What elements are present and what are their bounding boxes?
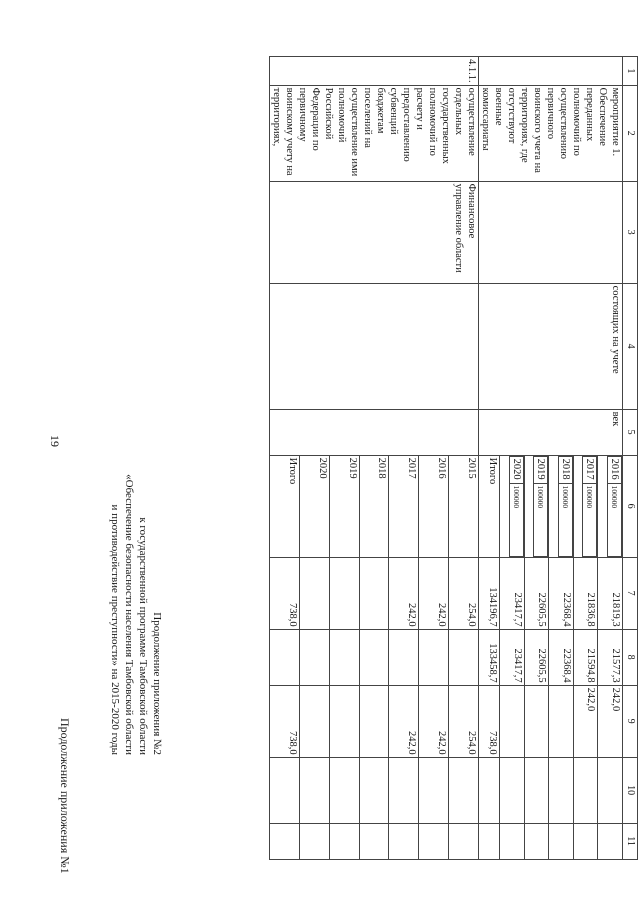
value: 23417,7 xyxy=(500,557,525,629)
row-a-col3 xyxy=(479,181,623,283)
value xyxy=(549,685,574,757)
col-num: 2 xyxy=(623,85,638,181)
continuation-note: Продолжение приложения №1 xyxy=(58,718,72,874)
row-b-executor: Финансовое управление области xyxy=(270,181,479,283)
value: 22368,4 xyxy=(549,557,574,629)
table-row xyxy=(449,57,479,860)
col-num: 5 xyxy=(623,409,638,455)
value xyxy=(525,685,550,757)
code: 100000 xyxy=(583,483,597,556)
total-value: 134196,7 xyxy=(479,557,501,629)
row-b-num: 4.1.1. xyxy=(270,57,479,86)
code: 100000 xyxy=(559,483,573,556)
value xyxy=(359,557,389,629)
col-num: 4 xyxy=(623,283,638,409)
total-value: 133458,7 xyxy=(479,629,501,685)
value: 242,0 xyxy=(574,685,599,757)
header-line-3: «Обеспечение безопасности населения Тамбовской области xyxy=(123,474,135,755)
total-label: Итого xyxy=(479,455,501,557)
page-number: 19 xyxy=(48,435,62,447)
row-a-col4: состоящих на учете xyxy=(479,283,623,409)
col-num: 8 xyxy=(623,629,638,685)
col-num: 9 xyxy=(623,685,638,757)
value xyxy=(329,557,359,629)
year: 2016 xyxy=(419,455,449,557)
year: 2017 xyxy=(389,455,419,557)
total-value: 738,0 xyxy=(270,557,300,629)
value: 254,0 xyxy=(449,685,479,757)
year: 2020 xyxy=(299,455,329,557)
col-num: 7 xyxy=(623,557,638,629)
value: 242,0 xyxy=(598,685,623,757)
row-a-col5: век xyxy=(479,409,623,455)
row-a-name: мероприятие 1. Обеспечение переданных полномочий по осуществлению первичного воинского учета на территориях, где отсутствуют военные комиссариаты xyxy=(479,85,623,181)
value xyxy=(359,685,389,757)
column-number-row xyxy=(623,57,638,860)
value xyxy=(329,685,359,757)
program-table xyxy=(269,56,638,860)
header-line-2: к государственной программе Тамбовской области xyxy=(137,517,149,755)
value: 242,0 xyxy=(389,557,419,629)
value xyxy=(299,557,329,629)
year: 2015 xyxy=(449,455,479,557)
total-value: 738,0 xyxy=(479,685,501,757)
year: 2017 xyxy=(583,456,597,483)
year: 2020 xyxy=(510,456,524,483)
code: 100000 xyxy=(510,483,524,556)
code: 100000 xyxy=(534,483,548,556)
header-line-1: Продолжение приложения №2 xyxy=(151,612,163,755)
code: 100000 xyxy=(608,483,622,556)
row-b-name: осуществление отдельных государственных полномочий по расчету и предоставлению субвенций бюджетам поселений на осуществление ими полномочий Российской Федерации по первичному воинскому учету на территориях, xyxy=(270,85,479,181)
header-line-4: и противодействие преступности» на 2015-2020 годы xyxy=(109,504,121,755)
col-num: 10 xyxy=(623,757,638,823)
total-value: 738,0 xyxy=(270,685,300,757)
value: 21836,8 xyxy=(574,557,599,629)
row-a-col1 xyxy=(479,57,623,86)
col-num: 11 xyxy=(623,823,638,859)
year: 2018 xyxy=(559,456,573,483)
document-header xyxy=(108,335,164,755)
value: 21577,3 xyxy=(598,629,623,685)
year: 2018 xyxy=(359,455,389,557)
value: 242,0 xyxy=(419,557,449,629)
value xyxy=(299,685,329,757)
table-row xyxy=(598,57,623,860)
value xyxy=(500,685,525,757)
value: 22605,5 xyxy=(525,557,550,629)
year: 2019 xyxy=(329,455,359,557)
value: 23417,7 xyxy=(500,629,525,685)
total-label: Итого xyxy=(270,455,300,557)
value: 22605,5 xyxy=(525,629,550,685)
year: 2016 xyxy=(608,456,622,483)
year: 2019 xyxy=(534,456,548,483)
value: 254,0 xyxy=(449,557,479,629)
col-num: 1 xyxy=(623,57,638,86)
value: 21594,8 xyxy=(574,629,599,685)
value: 21819,3 xyxy=(598,557,623,629)
value: 22368,4 xyxy=(549,629,574,685)
value: 242,0 xyxy=(419,685,449,757)
value: 242,0 xyxy=(389,685,419,757)
col-num: 3 xyxy=(623,181,638,283)
col-num: 6 xyxy=(623,455,638,557)
